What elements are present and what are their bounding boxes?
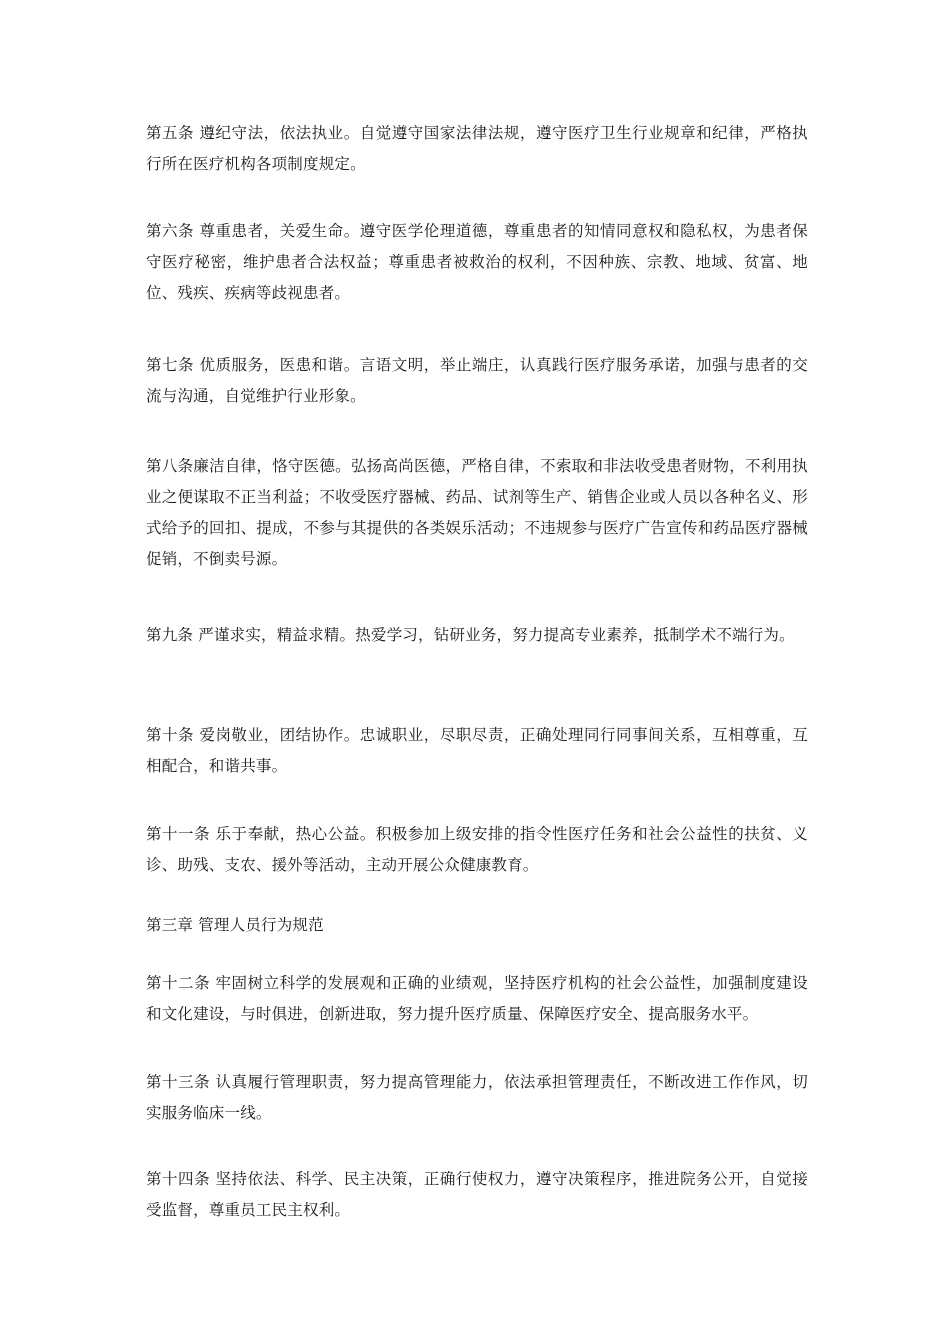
chapter-heading: 第三章 管理人员行为规范 <box>146 916 324 934</box>
article-11: 第十一条 乐于奉献，热心公益。积极参加上级安排的指令性医疗任务和社会公益性的扶贫、义诊、助残、支农、援外等活动，主动开展公众健康教育。 <box>146 825 808 874</box>
article-5: 第五条 遵纪守法，依法执业。自觉遵守国家法律法规，遵守医疗卫生行业规章和纪律，严格执行所在医疗机构各项制度规定。 <box>146 124 808 173</box>
article-8: 第八条廉洁自律，恪守医德。弘扬高尚医德，严格自律，不索取和非法收受患者财物，不利用执业之便谋取不正当利益；不收受医疗器械、药品、试剂等生产、销售企业或人员以各种名义、形式给予的回扣、提成，不参与其提供的各类娱乐活动；不违规参与医疗广告宣传和药品医疗器械促销，不倒卖号源。 <box>146 457 808 568</box>
article-6: 第六条 尊重患者，关爱生命。遵守医学伦理道德，尊重患者的知情同意权和隐私权，为患者保守医疗秘密，维护患者合法权益；尊重患者被救治的权利，不因种族、宗教、地域、贫富、地位、残疾、疾病等歧视患者。 <box>146 222 808 302</box>
article-10: 第十条 爱岗敬业，团结协作。忠诚职业，尽职尽责，正确处理同行同事间关系，互相尊重，互相配合，和谐共事。 <box>146 726 808 775</box>
article-7: 第七条 优质服务，医患和谐。言语文明，举止端庄，认真践行医疗服务承诺，加强与患者的交流与沟通，自觉维护行业形象。 <box>146 356 808 405</box>
article-12: 第十二条 牢固树立科学的发展观和正确的业绩观，坚持医疗机构的社会公益性，加强制度建设和文化建设，与时俱进，创新进取，努力提升医疗质量、保障医疗安全、提高服务水平。 <box>146 974 808 1023</box>
article-14: 第十四条 坚持依法、科学、民主决策，正确行使权力，遵守决策程序，推进院务公开，自觉接受监督，尊重员工民主权利。 <box>146 1170 808 1219</box>
article-9: 第九条 严谨求实，精益求精。热爱学习，钻研业务，努力提高专业素养，抵制学术不端行为。 <box>146 626 795 644</box>
article-13: 第十三条 认真履行管理职责，努力提高管理能力，依法承担管理责任，不断改进工作作风，切实服务临床一线。 <box>146 1073 808 1122</box>
